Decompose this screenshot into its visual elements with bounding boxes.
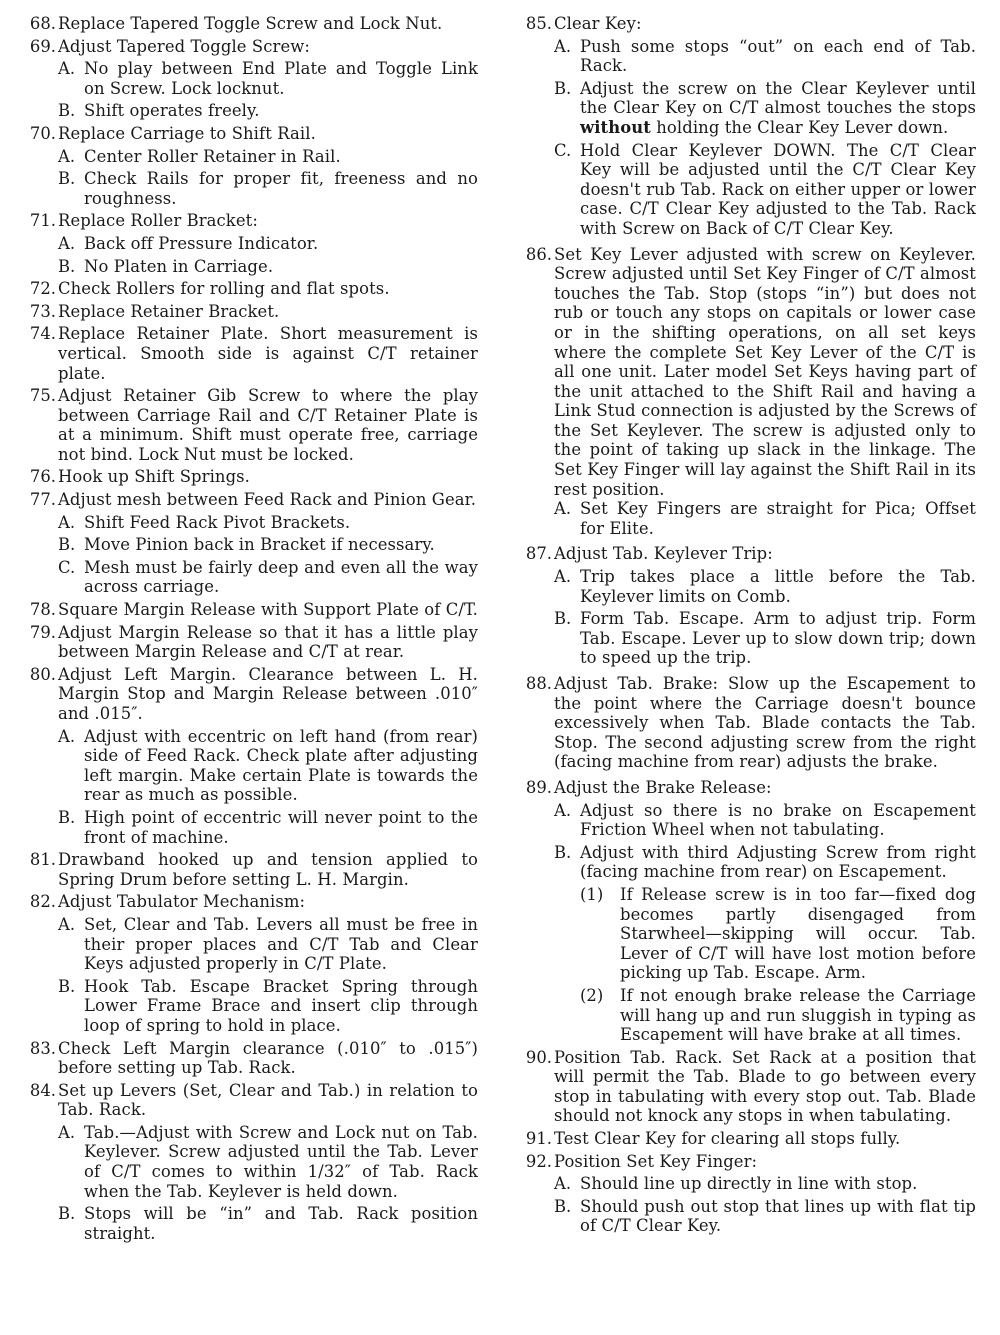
step-text: Replace Tapered Toggle Screw and Lock Nut. [58,14,443,33]
step-number: 68. [29,14,56,33]
step-number: 80. [29,664,56,684]
step-84 [22,1081,478,1244]
substep-label: A. [58,726,76,746]
substep [554,141,976,239]
substep-label: B. [554,1196,572,1216]
step-number: 74. [29,324,56,344]
substep-text: Form Tab. Escape. Arm to adjust trip. Form Tab. Escape. Lever up to slow down trip; down to speed up the trip. [580,609,976,668]
substep-label: B. [58,807,76,827]
sub-substep-text: If not enough brake release the Carriage will hang up and run sluggish in typing as Escapement will have brake at all times. [620,985,976,1045]
substep-text: Set, Clear and Tab. Levers all must be free in their proper places and C/T Tab and Clear Keys adjusted properly in C/T Plate. [84,914,478,974]
step-80 [22,665,478,847]
substep-text: Tab.—Adjust with Screw and Lock nut on Tab. Keylever. Screw adjusted until the Tab. Lever of C/T comes to within 1/32″ of Tab. Rack when the Tab. Keylever is held down. [84,1122,478,1201]
substep [58,257,478,277]
emphasis-without: without [580,117,651,137]
step-number: 84. [29,1080,56,1100]
step-text: Test Clear Key for clearing all stops fully. [554,1129,901,1149]
substep-label: B. [58,1204,76,1224]
substep-text: No Platen in Carriage. [84,256,274,276]
substep-label: B. [554,842,572,862]
substep-text [580,79,976,138]
step-69 [22,37,478,121]
step-78 [22,600,478,620]
step-number: 87. [525,544,552,564]
step-text: Position Tab. Rack. Set Rack at a position that will permit the Tab. Blade to go between every stop in tabulating with every stop out. Tab. Blade should not knock any stops in when tabulating. [554,1047,976,1126]
sub-substep [580,885,976,983]
step-text: Replace Retainer Plate. Short measurement is vertical. Smooth side is against C/T retainer plate. [58,324,478,383]
step-text: Square Margin Release with Support Plate of C/T. [58,600,478,620]
step-89 [518,778,976,1045]
step-text: Replace Retainer Bracket. [58,301,280,321]
step-text: Adjust Retainer Gib Screw to where the play between Carriage Rail and C/T Retainer Plate is at a minimum. Shift must operate free, carriage not bind. Lock Nut must be locked. [58,386,478,464]
text-segment: Adjust the screw on the Clear Keylever until the Clear Key on C/T almost touches the stops [580,78,976,118]
substep-text: Push some stops “out” on each end of Tab. Rack. [580,36,976,76]
step-number: 77. [29,490,56,510]
step-85 [518,14,976,239]
substep-label: A. [554,36,572,56]
step-number: 69. [29,36,56,56]
substep [554,609,976,668]
substep-text: Stops will be “in” and Tab. Rack position straight. [84,1204,478,1243]
substep [58,101,478,121]
step-text: Adjust Tabulator Mechanism: [58,892,306,912]
step-70 [22,124,478,208]
step-88 [518,674,976,772]
substep [554,843,976,1045]
substep-text: Move Pinion back in Bracket if necessary. [84,535,435,555]
substep-text: Shift Feed Rack Pivot Brackets. [84,512,351,532]
substep [58,59,478,98]
step-text: Set up Levers (Set, Clear and Tab.) in relation to Tab. Rack. [58,1080,478,1120]
step-text: Adjust mesh between Feed Rack and Pinion Gear. [58,490,477,510]
substep-label: A. [554,800,572,820]
sub-substep-text: If Release screw is in too far—fixed dog becomes partly disengaged from Starwheel—skipping will occur. Tab. Lever of C/T will have lost motion before picking up Tab. Escape. Arm. [620,884,976,983]
step-text: Position Set Key Finger: [554,1151,758,1171]
step-text: Replace Roller Bracket: [58,211,258,231]
substep-text: Check Rails for proper fit, freeness and no roughness. [84,169,478,208]
step-87 [518,544,976,668]
step-71 [22,211,478,276]
step-number: 79. [29,622,56,642]
step-83 [22,1039,478,1078]
text-segment: holding the Clear Key Lever down. [650,117,949,137]
substep [58,513,478,533]
step-text: Clear Key: [554,14,642,33]
substep-label: A. [58,59,76,79]
substep [58,234,478,254]
right-column [518,14,976,1239]
step-number: 89. [525,777,552,797]
substep-label: A. [58,914,76,934]
substep-label: A. [58,512,76,532]
step-81 [22,850,478,889]
step-number: 78. [29,600,56,620]
step-number: 71. [29,211,56,231]
step-79 [22,623,478,662]
step-number: 81. [29,850,56,870]
substep [554,567,976,606]
step-text: Adjust Left Margin. Clearance between L. H. Margin Stop and Margin Release between .010″ and .015″. [58,664,478,723]
substep-label: A. [554,499,572,519]
substep [58,915,478,974]
substep-label: C. [554,140,572,160]
substep-text: Adjust with third Adjusting Screw from right (facing machine from rear) on Escapement. [580,842,976,882]
step-text: Check Rollers for rolling and flat spots. [58,279,390,299]
step-number: 72. [29,279,56,299]
substep-text: Hook Tab. Escape Bracket Spring through Lower Frame Brace and insert clip through loop of spring to hold in place. [84,976,478,1035]
step-number: 83. [29,1038,56,1058]
substep-label: B. [58,101,76,121]
step-92 [518,1152,976,1236]
substep [58,169,478,208]
substep [58,1123,478,1201]
substep [58,977,478,1036]
substep-text: High point of eccentric will never point to the front of machine. [84,807,478,847]
substep-text: Hold Clear Keylever DOWN. The C/T Clear Key will be adjusted until the C/T Clear Key doesn't rub Tab. Rack on either upper or lower case. C/T Clear Key adjusted to the Tab. Rack with Screw on Back of C/T Clear Key. [580,140,976,238]
substep-text: Center Roller Retainer in Rail. [84,146,341,166]
substep-text: Adjust with eccentric on left hand (from rear) side of Feed Rack. Check plate after adjusting left margin. Make certain Plate is towards the rear as much as possible. [84,726,478,805]
substep-label: B. [58,256,76,276]
step-text: Adjust the Brake Release: [554,777,772,797]
step-text: Replace Carriage to Shift Rail. [58,123,316,143]
substep [554,801,976,840]
step-text: Adjust Tapered Toggle Screw: [58,36,310,56]
substep-text: Should push out stop that lines up with flat tip of C/T Clear Key. [580,1196,976,1236]
step-number: 88. [525,674,552,693]
step-86 [518,245,976,539]
step-text: Adjust Tab. Keylever Trip: [554,544,773,564]
step-number: 90. [525,1047,552,1067]
substep [58,727,478,805]
step-text: Adjust Tab. Brake: Slow up the Escapement to the point where the Carriage doesn't bounce excessively when Tab. Blade contacts the Tab. Stop. The second adjusting screw from the right (facing machine from rear) adjusts the brake. [554,674,976,772]
step-74 [22,324,478,383]
substep-label: B. [58,535,76,555]
substep [58,808,478,847]
step-number: 91. [525,1129,552,1149]
substep-text: Adjust so there is no brake on Escapement Friction Wheel when not tabulating. [580,800,976,840]
step-76 [22,467,478,487]
step-number: 73. [29,301,56,321]
substep-label: B. [58,169,76,189]
step-number: 92. [525,1151,552,1171]
substep-label: A. [58,233,76,253]
step-number: 75. [29,386,56,406]
step-number: 85. [525,14,552,33]
sub-substep-label: (1) [580,884,604,904]
substep-text: Set Key Fingers are straight for Pica; Offset for Elite. [580,499,976,538]
substep-text: No play between End Plate and Toggle Link on Screw. Lock locknut. [84,59,478,98]
substep-label: B. [554,609,572,629]
substep-label: A. [554,1174,572,1194]
step-90 [518,1048,976,1126]
substep-label: B. [58,976,76,996]
substep-label: A. [554,567,572,587]
step-91 [518,1129,976,1149]
substep [554,499,976,538]
substep [554,1174,976,1194]
substep [554,79,976,138]
substep-label: A. [58,146,76,166]
substep-label: A. [58,1122,76,1142]
step-75 [22,386,478,464]
substep-text: Mesh must be fairly deep and even all the way across carriage. [84,557,478,597]
step-text: Check Left Margin clearance (.010″ to .015″) before setting up Tab. Rack. [58,1038,478,1078]
step-73 [22,302,478,322]
step-72 [22,279,478,299]
step-82 [22,892,478,1035]
substep [58,147,478,167]
step-text: Set Key Lever adjusted with screw on Keylever. Screw adjusted until Set Key Finger of C/T almost touches the Tab. Stop (stops “in”) but does not rub or touch any stops on capitals or lower case or in the shifting operations, on all set keys where the complete Set Key Lever of the C/T is all one unit. Later model Set Keys having part of the unit attached to the Shift Rail and having a Link Stud connection is adjusted by the Screws of the Set Keylever. The screw is adjusted only to the point of taking up slack in the linkage. The Set Key Finger will lay against the Shift Rail in its rest position. [554,244,976,499]
substep-label: C. [58,557,76,577]
step-77 [22,490,478,597]
substep-text: Back off Pressure Indicator. [84,233,319,253]
substep [554,37,976,76]
step-text: Adjust Margin Release so that it has a little play between Margin Release and C/T at rear. [58,622,478,662]
substep [58,535,478,555]
substep-text: Shift operates freely. [84,101,260,121]
step-number: 70. [29,123,56,143]
step-text: Hook up Shift Springs. [58,467,250,487]
step-number: 76. [29,467,56,487]
substep [58,558,478,597]
substep [58,1204,478,1243]
substep-label: B. [554,78,572,98]
step-68 [22,14,478,34]
step-text: Drawband hooked up and tension applied to Spring Drum before setting L. H. Margin. [58,850,478,889]
step-number: 86. [525,244,552,264]
left-column [22,14,478,1246]
substep [554,1197,976,1236]
substep-text: Trip takes place a little before the Tab. Keylever limits on Comb. [580,567,976,606]
sub-substep [580,986,976,1045]
substep-text: Should line up directly in line with stop. [580,1174,918,1194]
sub-substep-label: (2) [580,985,604,1005]
step-number: 82. [29,892,56,912]
